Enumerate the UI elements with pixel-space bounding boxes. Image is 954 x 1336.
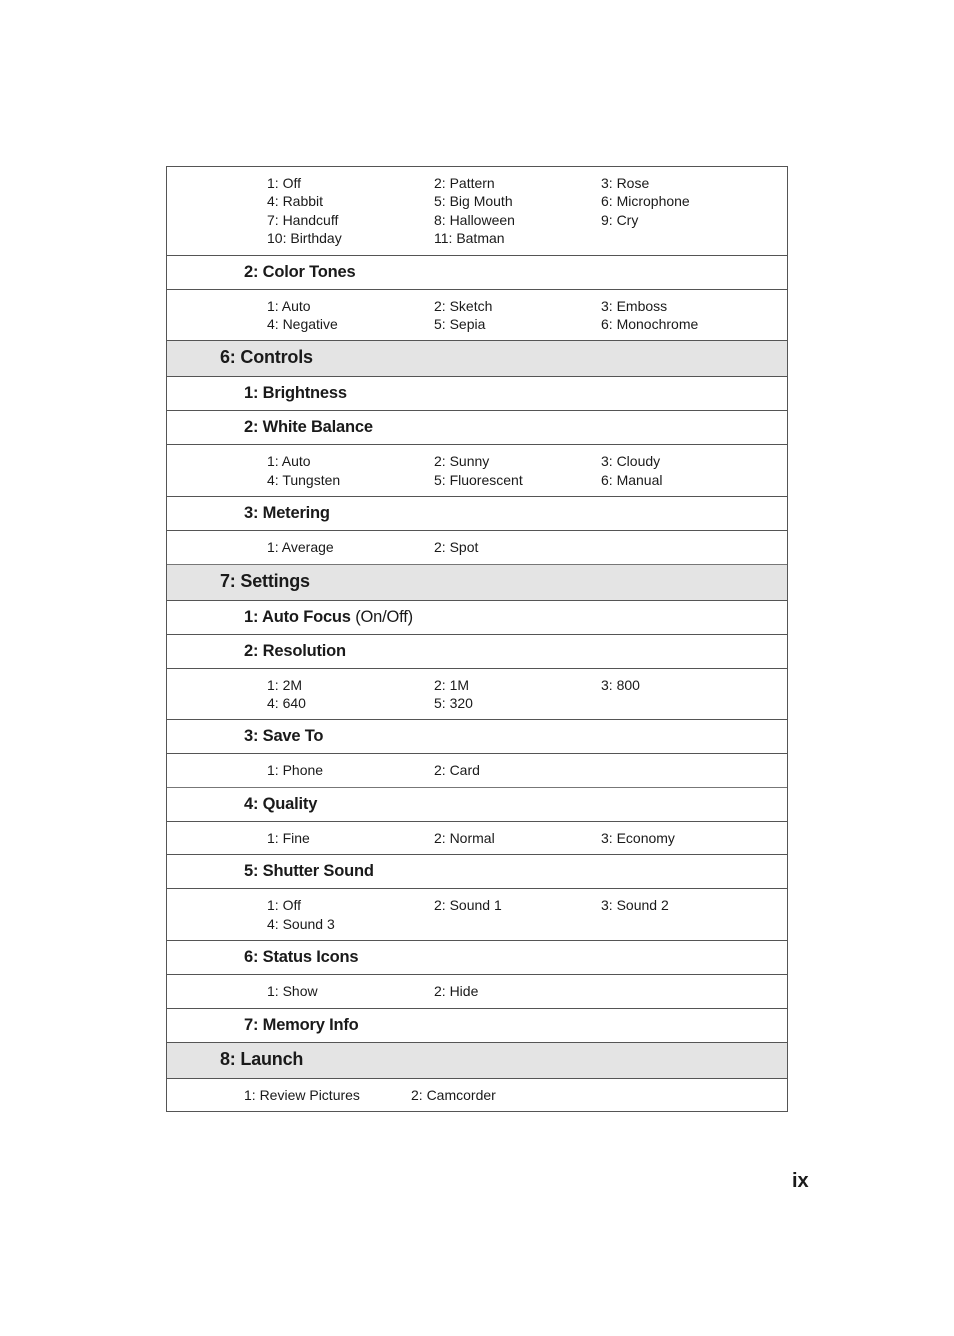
submenu-memory-info [167,1009,787,1043]
submenu-title: 7: Memory Info [244,1015,359,1034]
option: 5: Sepia [434,316,486,333]
submenu-shutter-sound [167,855,787,889]
submenu-save-to [167,720,787,754]
submenu-title: 1: Brightness [244,384,347,403]
submenu-title: 2: Color Tones [244,262,356,281]
submenu-color-tones [167,256,787,290]
option: 1: Auto [267,297,311,314]
submenu-title: 2: White Balance [244,418,373,437]
option: 6: Monochrome [601,316,699,333]
option: 2: Spot [434,539,479,556]
section-launch [167,1043,787,1079]
option: 1: Off [267,175,301,191]
option: 1: Off [267,897,301,914]
option: 4: 640 [267,695,306,712]
option: 3: Rose [601,175,650,191]
section-title: 7: Settings [220,570,310,591]
section-title: 8: Launch [220,1048,304,1069]
option: 3: Economy [601,829,675,846]
option: 4: Rabbit [267,193,324,210]
save-to-options [167,754,787,787]
option: 9: Cry [601,211,639,228]
resolution-options [167,669,787,721]
option: 2: Sound 1 [434,897,502,914]
option: 3: Sound 2 [601,897,669,914]
option: 4: Sound 3 [267,915,335,932]
option: 5: 320 [434,695,473,712]
option: 3: Emboss [601,297,668,314]
option: 2: 1M [434,676,470,693]
option: 2: Camcorder [411,1086,496,1103]
submenu-brightness [167,377,787,411]
page-number: ix [792,1170,809,1192]
metering-options [167,531,787,564]
submenu-auto-focus [167,601,787,635]
option: 5: Fluorescent [434,471,523,488]
option: 2: Hide [434,983,479,1000]
option: 3: 800 [601,676,640,693]
submenu-quality [167,788,787,822]
white-balance-options [167,445,787,497]
auto-focus-label: 1: Auto Focus [244,607,351,626]
submenu-status-icons [167,941,787,975]
section-title: 6: Controls [220,347,313,368]
launch-options [167,1079,787,1111]
shutter-sound-options [167,889,787,941]
option: 1: Average [267,539,334,556]
submenu-title: 6: Status Icons [244,948,359,967]
option: 6: Manual [601,471,663,488]
option: 1: Auto [267,453,311,470]
option: 2: Card [434,762,480,779]
status-icons-options [167,975,787,1008]
submenu-metering [167,497,787,531]
option: 1: Show [267,983,318,1000]
option: 2: Sketch [434,297,493,314]
section-controls [167,341,787,377]
option: 1: 2M [267,676,303,693]
color-tones-options [167,290,787,342]
submenu-title [244,608,413,627]
submenu-title: 4: Quality [244,794,318,813]
option: 10: Birthday [267,230,342,247]
quality-options [167,822,787,855]
option: 2: Normal [434,829,495,846]
option: 4: Tungsten [267,471,341,488]
option: 2: Sunny [434,453,490,470]
option: 6: Microphone [601,193,690,210]
submenu-title: 3: Save To [244,727,324,746]
option: 8: Halloween [434,211,515,228]
submenu-title: 5: Shutter Sound [244,862,374,881]
section-settings [167,565,787,601]
option: 7: Handcuff [267,211,339,228]
submenu-white-balance [167,411,787,445]
option: 1: Review Pictures [244,1086,360,1103]
option: 1: Phone [267,762,324,779]
submenu-title: 3: Metering [244,504,330,523]
auto-focus-suffix: (On/Off) [355,607,413,626]
menu-table [166,166,788,1112]
option: 2: Pattern [434,175,495,191]
option: 11: Batman [434,230,505,247]
option: 5: Big Mouth [434,193,513,210]
option: 3: Cloudy [601,453,661,470]
option: 1: Fine [267,829,310,846]
effects-options [167,167,787,256]
submenu-title: 2: Resolution [244,641,346,660]
option: 4: Negative [267,316,338,333]
submenu-resolution [167,635,787,669]
